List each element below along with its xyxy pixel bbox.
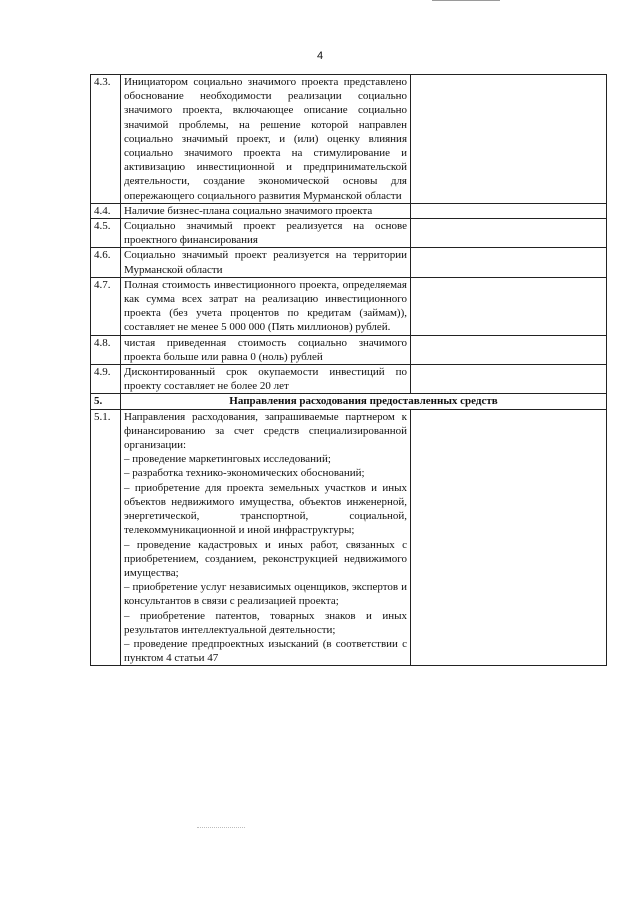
expense-item: – разработка технико-экономических обоснований;: [124, 467, 365, 480]
row-number: 4.5.: [91, 219, 121, 248]
requirements-table: [90, 74, 607, 666]
table-row: [91, 365, 607, 394]
expense-intro: Направления расходования, запрашиваемые партнером к финансированию за счет средств специализированной организации:: [124, 410, 407, 452]
row-empty-cell: [411, 365, 607, 394]
row-number: 5.1.: [91, 409, 121, 666]
row-text: Социально значимый проект реализуется на основе проектного финансирования: [121, 219, 411, 248]
row-number: 4.6.: [91, 248, 121, 277]
table-row: [91, 219, 607, 248]
row-text: Полная стоимость инвестиционного проекта, определяемая как сумма всех затрат на реализацию инвестиционного проекта (без учета процентов по кредитам (займам)), составляет не менее 5 000 000 (Пять миллионов) рублей.: [121, 277, 411, 335]
table-row: [91, 203, 607, 218]
section-title: Направления расходования предоставленных средств: [121, 394, 607, 409]
table-row: [91, 277, 607, 335]
table-row: [91, 335, 607, 364]
row-empty-cell: [411, 75, 607, 204]
expense-item: – проведение маркетинговых исследований;: [124, 453, 331, 466]
row-number: 4.8.: [91, 335, 121, 364]
row-text: чистая приведенная стоимость социально значимого проекта больше или равна 0 (ноль) рублей: [121, 335, 411, 364]
row-text: Дисконтированный срок окупаемости инвестиций по проекту составляет не более 20 лет: [121, 365, 411, 394]
row-number: 4.7.: [91, 277, 121, 335]
row-empty-cell: [411, 248, 607, 277]
row-number: 4.4.: [91, 203, 121, 218]
expense-item: – проведение кадастровых и иных работ, связанных с приобретением, созданием, реконструкцией недвижимого имущества;: [124, 538, 407, 579]
table-row: [91, 75, 607, 204]
expense-item: – приобретение патентов, товарных знаков и иных результатов интеллектуальной деятельности;: [124, 609, 407, 636]
row-empty-cell: [411, 277, 607, 335]
row-number: 4.9.: [91, 365, 121, 394]
row-empty-cell: [411, 335, 607, 364]
scan-edge-mark: [432, 0, 500, 1]
row-text: Социально значимый проект реализуется на территории Мурманской области: [121, 248, 411, 277]
row-empty-cell: [411, 219, 607, 248]
expense-item: – проведение предпроектных изысканий (в соответствии с пунктом 4 статьи 47: [124, 637, 407, 665]
table-row: [91, 409, 607, 666]
row-number: 4.3.: [91, 75, 121, 204]
table-row: [91, 248, 607, 277]
scan-artifact-line: [197, 827, 245, 829]
row-text: Инициатором социально значимого проекта представлено обоснование необходимости реализации социально значимого проекта, включающее описание социально значимой проблемы, на решение которой направлен социально значимый проект, и (или) оценку влияния социально значимого проекта на стимулирование и активизацию инвестиционной и предпринимательской деятельности, создание экономической основы для опережающего социального развития Мурманской области: [121, 75, 411, 204]
row-empty-cell: [411, 409, 607, 666]
row-text: Наличие бизнес-плана социально значимого проекта: [121, 203, 411, 218]
page-number: 4: [316, 50, 324, 62]
expense-item: – приобретение для проекта земельных участков и иных объектов недвижимого имущества, объектов инженерной, энергетической, транспортной, социальной, телекоммуникационной и иной инфраструктуры;: [124, 481, 407, 537]
row-text: [121, 409, 411, 666]
expense-item: – приобретение услуг независимых оценщиков, экспертов и консультантов в связи с реализацией проекта;: [124, 581, 407, 608]
section-header-row: [91, 394, 607, 409]
section-number: 5.: [91, 394, 121, 409]
row-empty-cell: [411, 203, 607, 218]
